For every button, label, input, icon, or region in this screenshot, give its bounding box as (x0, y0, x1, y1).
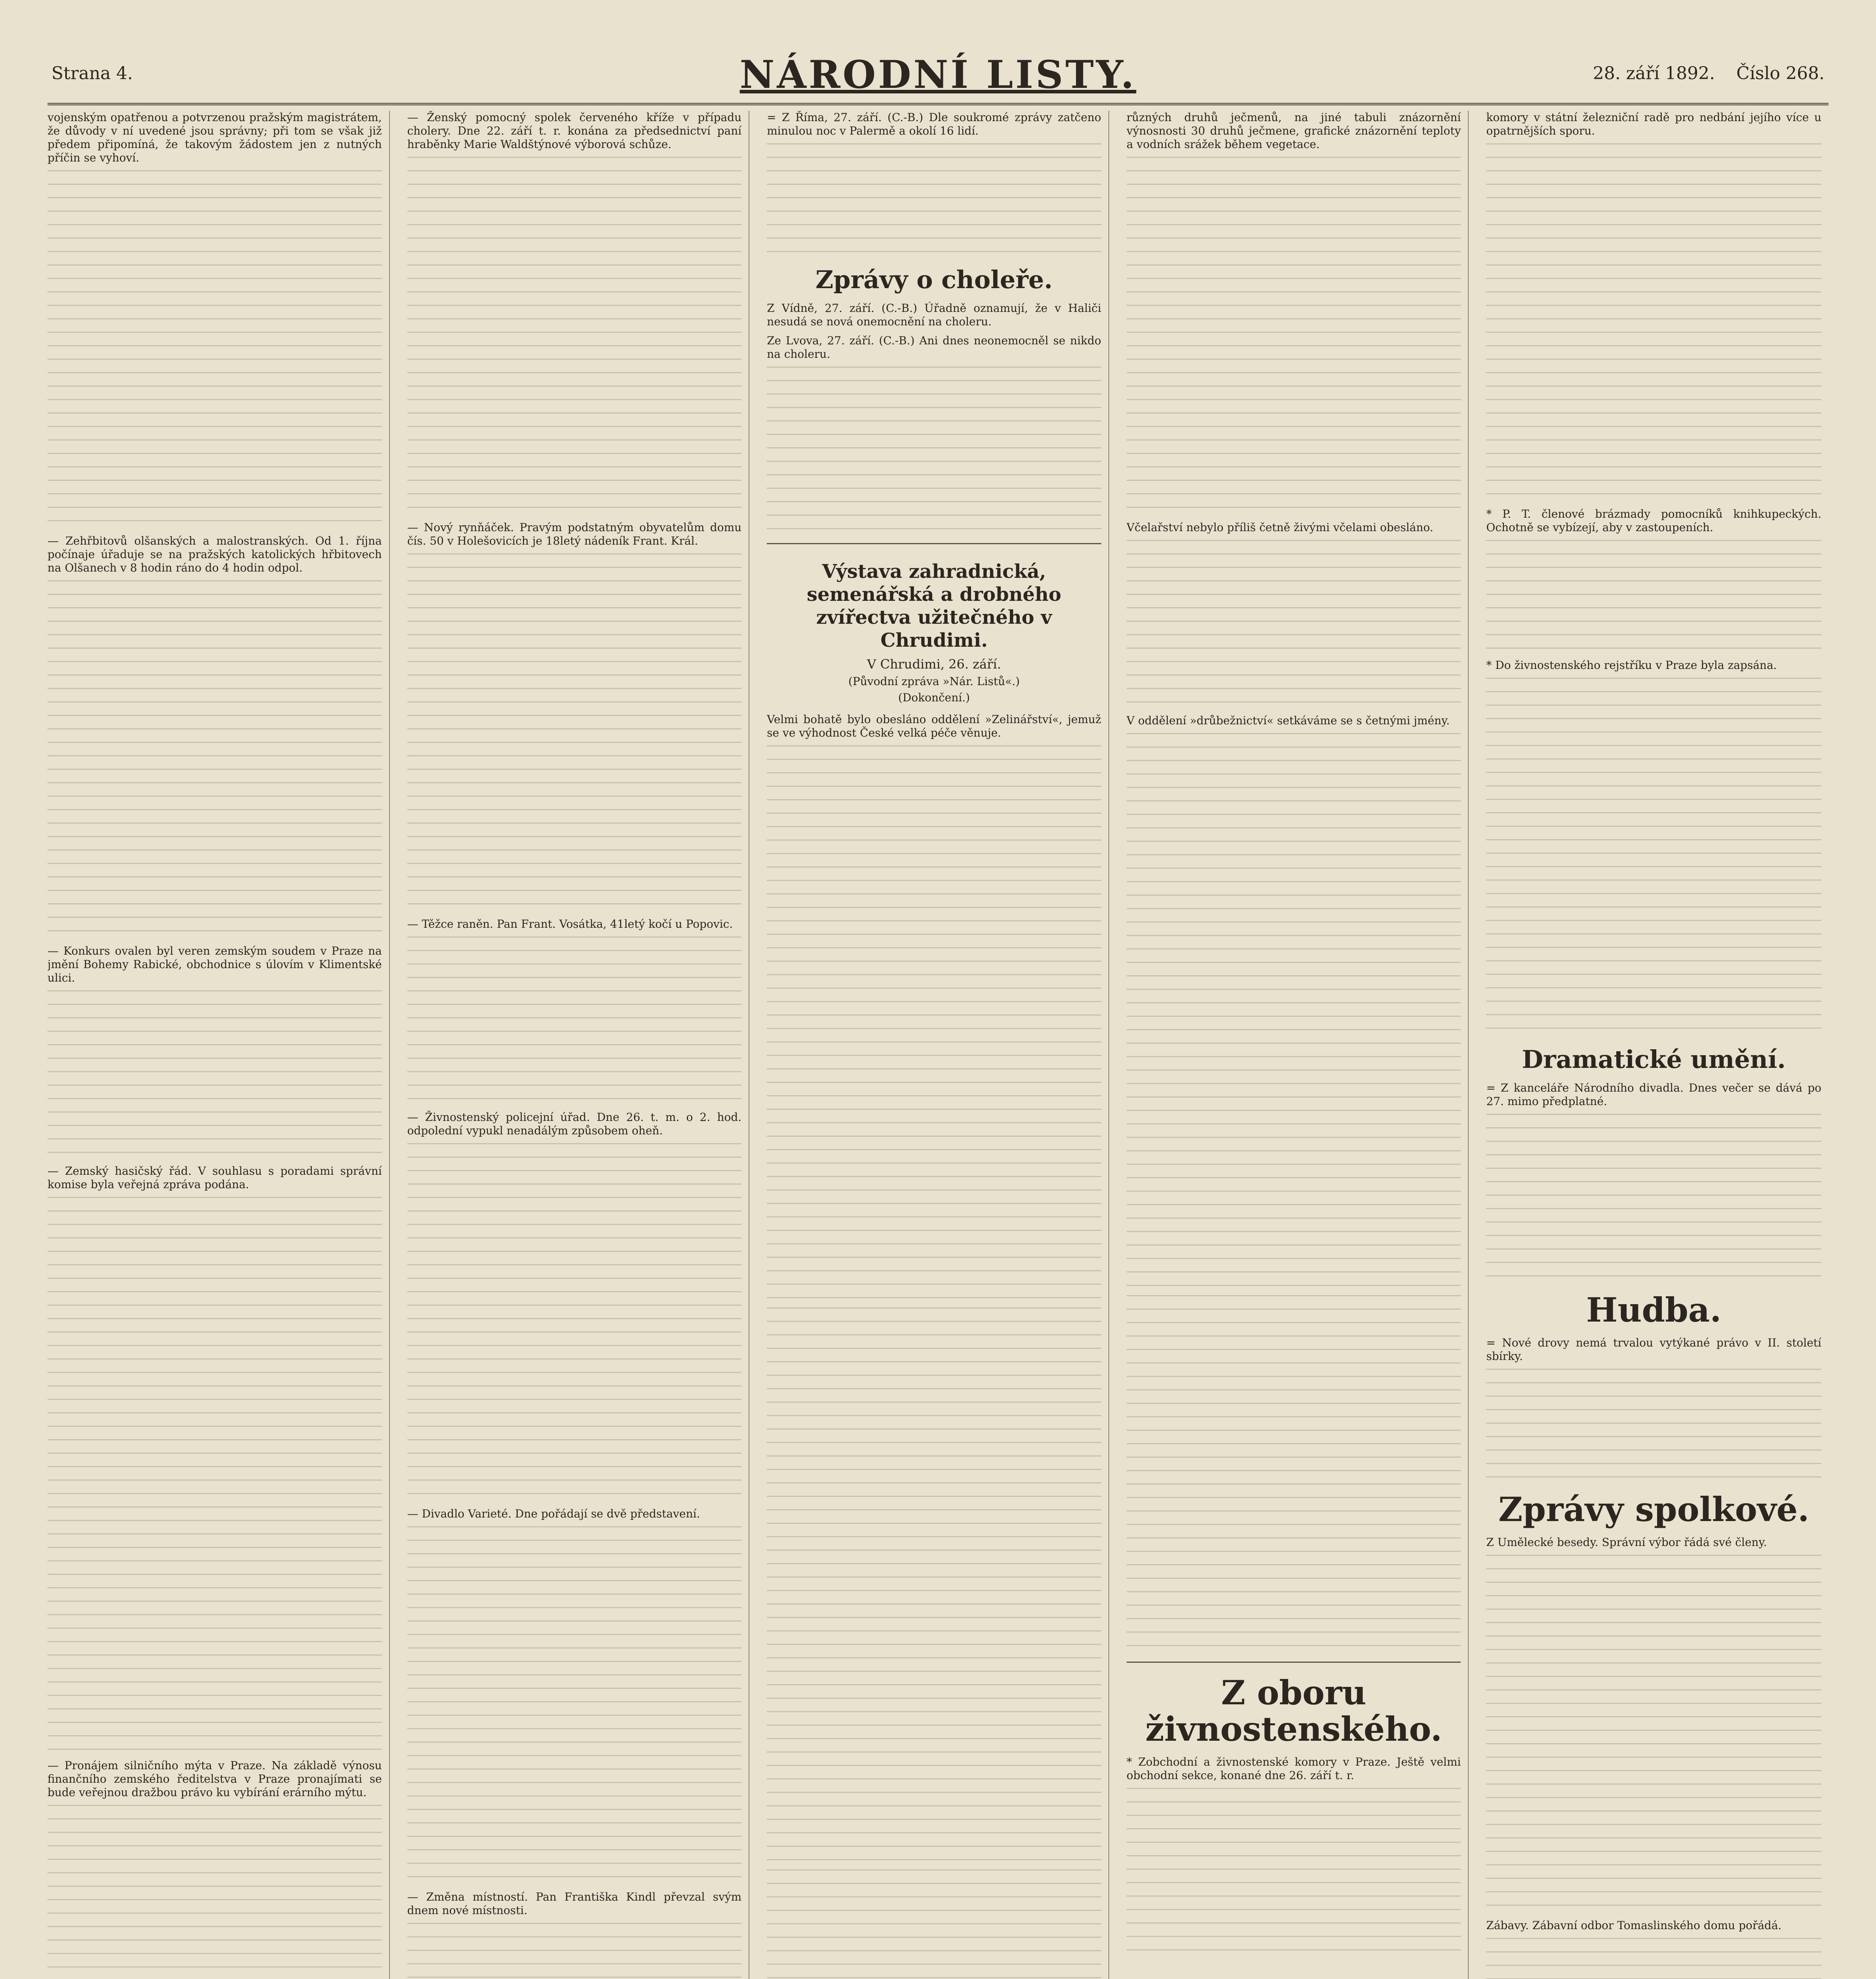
article-text: Z Umělecké besedy. Správní výbor řádá své členy. (1486, 1536, 1767, 1549)
text-block (1127, 733, 1461, 1287)
article-text: — Divadlo Varieté. Dne pořádají se dvě představení. (407, 1507, 700, 1520)
text-block (48, 580, 382, 936)
text-block (1127, 1295, 1461, 1651)
text-block (407, 936, 742, 1103)
article-dateline: V Chrudimi, 26. září. (867, 657, 1001, 672)
text-block (767, 745, 1101, 1299)
section-heading-clubs: Zprávy spolkové. (1498, 1490, 1809, 1529)
divider (767, 543, 1101, 544)
column-3 (767, 111, 1109, 1979)
text-block (1486, 143, 1821, 499)
article-text: Z Vídně, 27. září. (C.-B.) Úřadně oznamují, že v Haliči nesudá se nová onemocnění na choleru. (767, 302, 1101, 328)
text-block (1486, 1938, 1821, 1979)
article-text: — Zehřbitovů olšanských a malostranských. Od 1. října počínaje úřaduje se na pražských katolických hřbitovech na Olšanech v 8 hodin ráno do 4 hodin odpol. (48, 534, 382, 574)
article-text: Velmi bohatě bylo obesláno oddělení »Zelinářství«, jemuž se ve výhodnost České velká péče věnuje. (767, 713, 1101, 739)
text-block (1486, 1114, 1821, 1280)
column-1 (48, 111, 390, 1979)
column-2 (407, 111, 750, 1979)
article-text: — Pronájem silničního mýta v Praze. Na základě výnosu finančního zemského ředitelstva v Praze pronajímati se bude veřejnou dražbou právo ku vybírání erárního mýtu. (48, 1759, 382, 1799)
section-heading-music: Hudba. (1586, 1290, 1722, 1329)
issue-date: 28. září 1892. (1593, 63, 1715, 84)
masthead (48, 47, 1828, 105)
section-heading-cholera: Zprávy o choleře. (815, 265, 1053, 294)
text-block (767, 367, 1101, 533)
section-heading-trade: Z oboru živnostenského. (1145, 1673, 1443, 1749)
article-text: — Změna místností. Pan Františka Kindl převzal svým dnem nové místnosti. (407, 1890, 742, 1917)
article-text: V oddělení »drůbežnictví« setkáváme se s četnými jmény. (1126, 714, 1450, 727)
article-text: různých druhů ječmenů, na jiné tabuli znázornění výnosnosti 30 druhů ječmene, grafické znázornění teploty a vodních srážek během vegetace. (1126, 111, 1461, 151)
article-continuation: (Dokončení.) (898, 691, 970, 704)
text-block (48, 1805, 382, 1979)
text-block (48, 1197, 382, 1751)
text-block (48, 990, 382, 1157)
section-heading-theatre: Dramatické umění. (1522, 1045, 1786, 1074)
text-block (1486, 678, 1821, 1034)
text-block (767, 143, 1101, 254)
article-headline: Výstava zahradnická, semenářská a drobného zvířectva užitečného v Chrudimi. (807, 560, 1061, 651)
article-text: Včelařství nebylo příliš četně živými včelami obesláno. (1126, 521, 1433, 534)
article-text: — Živnostenský policejní úřad. Dne 26. t. m. o 2. hod. odpolední vypukl nenadálým způsobem oheň. (407, 1111, 742, 1137)
text-block (407, 1143, 742, 1499)
text-block (1486, 540, 1821, 651)
text-block (407, 157, 742, 513)
article-text: vojenským opatřenou a potvrzenou pražským magistrátem, že důvody v ní uvedené jsou správny; při tom se však již předem připomíná, že takovým žádostem jen z nutných příčin se vyhoví. (48, 111, 382, 164)
article-text: — Konkurs ovalen byl veren zemským soudem v Praze na jmění Bohemy Rabické, obchodnice s úlovím v Klimentské ulici. (48, 944, 382, 984)
column-4 (1127, 111, 1469, 1979)
text-block (1486, 1369, 1821, 1480)
text-block (1127, 540, 1461, 706)
article-text: Zábavy. Zábavní odbor Tomaslinského domu pořádá. (1486, 1919, 1782, 1932)
divider (1127, 1662, 1461, 1663)
text-block (767, 1869, 1101, 1979)
article-text: — Zemský hasičský řád. V souhlasu s poradami správní komise byla veřejná zpráva podána. (48, 1164, 382, 1191)
article-text: — Ženský pomocný spolek červeného kříže v případu cholery. Dne 22. září t. r. konána za předsednictví paní hraběnky Marie Waldštýnové výborová schůze. (407, 111, 742, 151)
article-text: * Zobchodní a živnostenské komory v Praze. Ještě velmi obchodní sekce, konané dne 26. září t. r. (1126, 1755, 1461, 1782)
text-block (767, 1307, 1101, 1861)
text-block (48, 170, 382, 526)
article-text: = Z kanceláře Národního divadla. Dnes večer se dává po 27. mimo předplatné. (1486, 1081, 1821, 1108)
article-text: = Z Říma, 27. září. (C.-B.) Dle soukromé zprávy zatčeno minulou noc v Palermě a okolí 16 lidí. (767, 111, 1101, 137)
article-text: — Nový rynňáček. Pravým podstatným obyvatelům domu čís. 50 v Holešovicích je 18letý nádeník Frant. Král. (407, 521, 742, 547)
newspaper-title: NÁRODNÍ LISTY. (739, 52, 1137, 97)
text-block (1486, 1555, 1821, 1911)
page-number: Strana 4. (51, 63, 133, 84)
column-5 (1486, 111, 1828, 1979)
issue-info (1577, 63, 1825, 84)
article-text: — Těžce raněn. Pan Frant. Vosátka, 41letý kočí u Popovic. (407, 917, 733, 931)
text-block (407, 553, 742, 910)
article-text: * P. T. členové brázmady pomocníků knihkupeckých. Ochotně se vybízejí, aby v zastoupeních. (1486, 507, 1821, 534)
text-block (1127, 1788, 1461, 1954)
article-text: * Do živnostenského rejstříku v Praze byla zapsána. (1486, 659, 1777, 672)
text-block (407, 1923, 742, 1979)
article-source: (Původní zpráva »Nár. Listů«.) (848, 675, 1020, 688)
columns (48, 111, 1828, 1979)
text-block (1127, 157, 1461, 513)
article-text: Ze Lvova, 27. září. (C.-B.) Ani dnes neonemocněl se nikdo na choleru. (767, 334, 1101, 361)
article-text: komory v státní železniční radě pro nedbání jejího více u opatrnějších sporu. (1486, 111, 1821, 137)
text-block (407, 1526, 742, 1882)
issue-number: Číslo 268. (1736, 63, 1825, 84)
article-text: = Nové drovy nemá trvalou vytýkané právo v II. století sbírky. (1486, 1336, 1821, 1363)
